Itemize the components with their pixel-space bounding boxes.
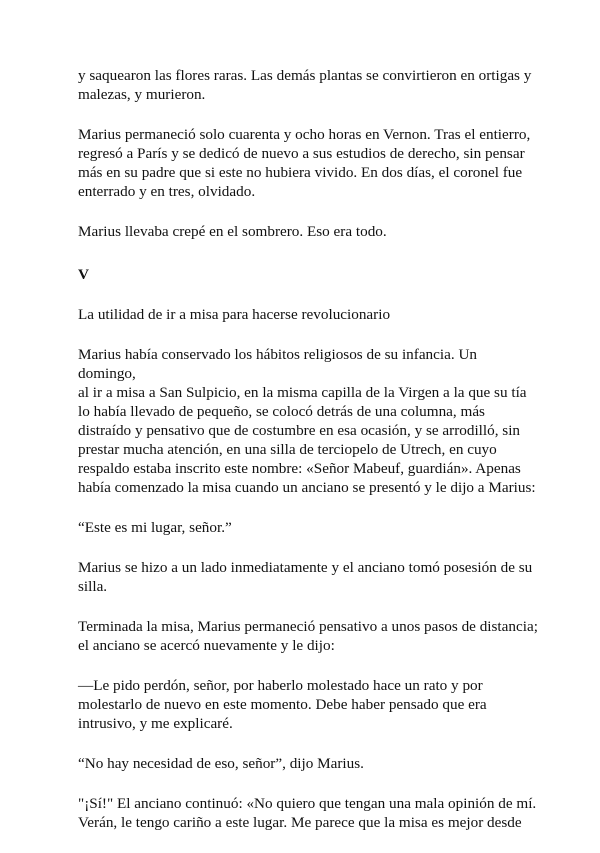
- paragraph: —Le pido perdón, señor, por haberlo molestado hace un rato y por molestarlo de nuevo en este momento. Debe haber pensado que era intrusivo, y me explicaré.: [78, 677, 487, 732]
- paragraph: Marius se hizo a un lado inmediatamente y el anciano tomó posesión de su silla.: [78, 559, 533, 595]
- paragraph: Marius había conservado los hábitos religiosos de su infancia. Un domingo, al ir a misa a San Sulpicio, en la misma capilla de la Virgen a la que su tía lo había llevado de pequeño, se colocó detrás de una columna, más distraído y pensativo que de costumbre en esa ocasión, y se arrodilló, sin prestar mucha atención, en una silla de terciopelo de Utrech, en cuyo respaldo estaba inscrito este nombre: «Señor Mabeuf, guardián». Apenas había comenzado la misa cuando un anciano se presentó y le dijo a Marius:: [78, 346, 536, 496]
- chapter-title: La utilidad de ir a misa para hacerse revolucionario: [78, 306, 391, 323]
- paragraph: y saquearon las flores raras. Las demás plantas se convirtieron en ortigas y malezas, y murieron.: [78, 67, 532, 103]
- chapter-heading: V: [78, 266, 89, 283]
- paragraph: Marius permaneció solo cuarenta y ocho horas en Vernon. Tras el entierro, regresó a París y se dedicó de nuevo a sus estudios de derecho, sin pensar más en su padre que si este no hubiera vivido. En dos días, el coronel fue enterrado y en tres, olvidado.: [78, 126, 531, 200]
- document-page: [78, 66, 538, 853]
- paragraph: Marius llevaba crepé en el sombrero. Eso era todo.: [78, 223, 387, 240]
- paragraph: Terminada la misa, Marius permaneció pensativo a unos pasos de distancia; el anciano se acercó nuevamente y le dijo:: [78, 618, 538, 654]
- paragraph: "¡Sí!" El anciano continuó: «No quiero que tengan una mala opinión de mí. Verán, le tengo cariño a este lugar. Me parece que la misa es mejor desde: [78, 795, 537, 831]
- paragraph: “Este es mi lugar, señor.”: [78, 519, 232, 536]
- paragraph: “No hay necesidad de eso, señor”, dijo Marius.: [78, 755, 364, 772]
